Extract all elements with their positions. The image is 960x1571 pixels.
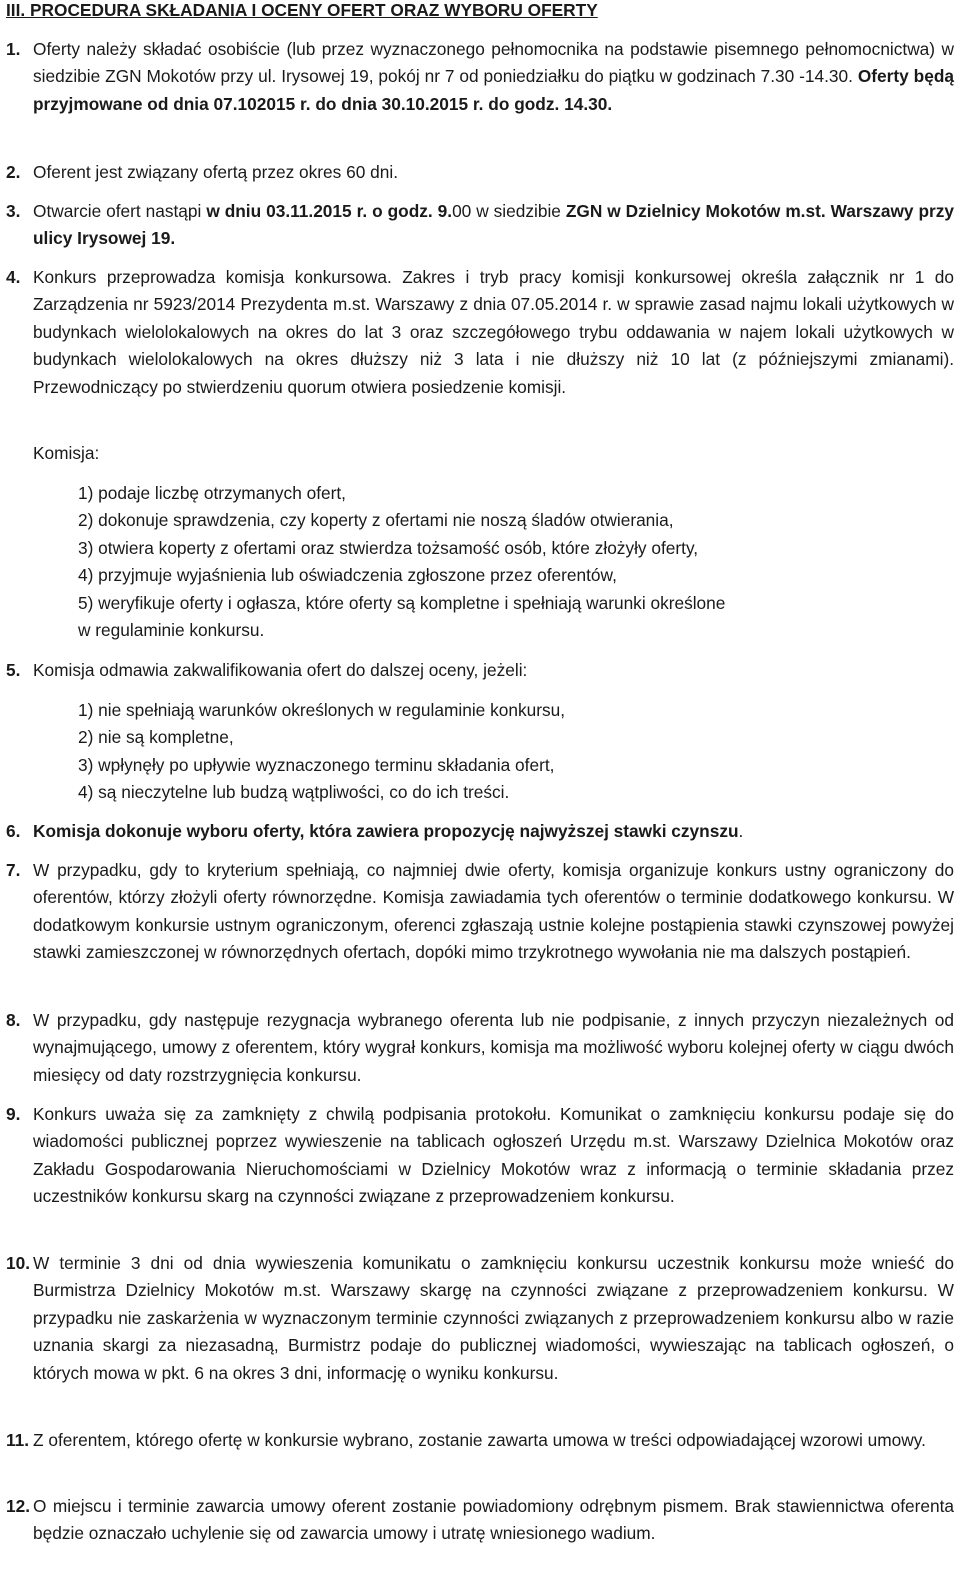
paragraph-text: Konkurs przeprowadza komisja konkursowa. Zakres i tryb pracy komisji konkursowej określa załącznik nr 1 do Zarządzenia nr 5923/2014 Prezydenta m.st. Warszawy z dnia 07.05.2014 r. w sprawie zasad najmu lokali użytkowych w budynkach wielolokalowych na okres do lat 3 oraz szczegółowego trybu oddawania w najem lokali użytkowych w budynkach wielolokalowych na okres dłuższy niż 3 lata i nie dłuższy niż 10 lat (z późniejszymi zmianami). Przewodniczący po stwierdzeniu quorum otwiera posiedzenie komisji. [33, 267, 954, 397]
commission-duties-list [78, 480, 954, 644]
list-item: 4) przyjmuje wyjaśnienia lub oświadczenia zgłoszone przez oferentów, [78, 565, 617, 586]
paragraph-number: 1. [6, 39, 21, 59]
paragraph-text: 00 w siedzibie [452, 201, 566, 221]
paragraph-8 [6, 1007, 954, 1089]
paragraph-text: W przypadku, gdy to kryterium spełniają, co najmniej dwie oferty, komisja organizuje konkurs ustny ograniczony do oferentów, którzy złożyli oferty równorzędne. Komisja zawiadamia tych oferentów o terminie dodatkowego konkursu. W dodatkowym konkursie ustnym ograniczonym, oferenci zgłaszają ustnie kolejne postąpienia stawki czynszowej powyżej stawki zamieszczonej w równorzędnych ofertach, dopóki mimo trzykrotnego wywołania nie ma dalszych postąpień. [33, 860, 954, 963]
paragraph-11 [6, 1427, 954, 1454]
paragraph-6 [6, 818, 954, 845]
paragraph-2 [6, 159, 954, 186]
paragraph-3 [6, 198, 954, 253]
paragraph-bold-text: w dniu 03.11.2015 r. o godz. 9. [206, 201, 453, 221]
list-item: 2) nie są kompletne, [78, 727, 234, 748]
paragraph-number: 9. [6, 1104, 21, 1124]
paragraph-number: 2. [6, 162, 21, 182]
paragraph-text: Konkurs uważa się za zamknięty z chwilą podpisania protokołu. Komunikat o zamknięciu konkursu podaje się do wiadomości publicznej poprzez wywieszenie na tablicach ogłoszeń Urzędu m.st. Warszawy Dzielnica Mokotów oraz Zakładu Gospodarowania Nieruchomościami w Dzielnicy Mokotów wraz z informacją o terminie składania przez uczestników konkursu skarg na czynności związane z przeprowadzeniem konkursu. [33, 1104, 954, 1207]
paragraph-5 [6, 657, 954, 684]
paragraph-number: 5. [6, 660, 21, 680]
paragraph-text: W przypadku, gdy następuje rezygnacja wybranego oferenta lub nie podpisanie, z innych przyczyn niezależnych od wynajmującego, umowy z oferentem, który wygrał konkurs, komisja ma możliwość wyboru kolejnej oferty w ciągu dwóch miesięcy od daty rozstrzygnięcia konkursu. [33, 1010, 954, 1085]
paragraph-number: 12. [6, 1496, 31, 1516]
list-item: 2) dokonuje sprawdzenia, czy koperty z ofertami nie noszą śladów otwierania, [78, 510, 674, 531]
paragraph-text: Komisja odmawia zakwalifikowania ofert do dalszej oceny, jeżeli: [33, 660, 528, 680]
paragraph-text: Oferent jest związany ofertą przez okres 60 dni. [33, 162, 398, 182]
paragraph-12 [6, 1493, 954, 1548]
list-item: 4) są nieczytelne lub budzą wątpliwości, co do ich treści. [78, 782, 510, 803]
paragraph-number: 6. [6, 821, 21, 841]
disqualification-list [78, 697, 954, 807]
paragraph-number: 10. [6, 1253, 31, 1273]
list-item: 3) wpłynęły po upływie wyznaczonego terminu składania ofert, [78, 754, 555, 775]
commission-label: Komisja: [33, 443, 100, 463]
paragraph-1 [6, 36, 954, 118]
paragraph-4 [6, 264, 954, 401]
paragraph-number: 4. [6, 267, 21, 287]
list-item: 1) nie spełniają warunków określonych w regulaminie konkursu, [78, 700, 565, 720]
paragraph-bold-text: Komisja dokonuje wyboru oferty, która zawiera propozycję najwyższej stawki czynszu [33, 821, 739, 841]
list-item: 1) podaje liczbę otrzymanych ofert, [78, 483, 346, 503]
paragraph-text: W terminie 3 dni od dnia wywieszenia komunikatu o zamknięciu konkursu uczestnik konkursu może wnieść do Burmistrza Dzielnicy Mokotów m.st. Warszawy skargę na czynności związane z przeprowadzeniem konkursu. W przypadku nie zaskarżenia w wyznaczonym terminie czynności związanych z przeprowadzeniem konkursu albo w razie uznania skargi za niezasadną, Burmistrz podaje do publicznej wiadomości, wywieszając na tablicach ogłoszeń, o których mowa w pkt. 6 na okres 3 dni, informację o wyniku konkursu. [33, 1253, 954, 1383]
paragraph-7 [6, 857, 954, 967]
paragraph-number: 8. [6, 1010, 21, 1030]
paragraph-text: Oferty należy składać osobiście (lub przez wyznaczonego pełnomocnika na podstawie pisemnego pełnomocnictwa) w siedzibie ZGN Mokotów przy ul. Irysowej 19, pokój nr 7 od poniedziałku do piątku w godzinach 7.30 -14.30. [33, 39, 954, 87]
section-heading: III. PROCEDURA SKŁADANIA I OCENY OFERT ORAZ WYBORU OFERTY [6, 0, 598, 20]
paragraph-number: 7. [6, 860, 21, 880]
paragraph-text: Z oferentem, którego ofertę w konkursie wybrano, zostanie zawarta umowa w treści odpowiadającej wzorowi umowy. [33, 1430, 926, 1450]
list-item: 5) weryfikuje oferty i ogłasza, które oferty są kompletne i spełniają warunki określone [78, 592, 726, 613]
paragraph-text: . [738, 821, 744, 841]
list-item: 3) otwiera koperty z ofertami oraz stwierdza tożsamość osób, które złożyły oferty, [78, 537, 699, 558]
paragraph-number: 11. [6, 1430, 30, 1450]
paragraph-9 [6, 1101, 954, 1211]
paragraph-10 [6, 1250, 954, 1387]
paragraph-bold-text: ZGN w Dzielnicy Mokotów m.st. Warszawy przy ulicy Irysowej 19. [33, 201, 954, 249]
paragraph-number: 3. [6, 201, 21, 221]
list-item: w regulaminie konkursu. [78, 620, 265, 641]
paragraph-bold-text: Oferty będą przyjmowane od dnia 07.102015 r. do dnia 30.10.2015 r. do godz. 14.30. [33, 66, 954, 114]
paragraph-text: Otwarcie ofert nastąpi [33, 201, 207, 221]
paragraph-text: O miejscu i terminie zawarcia umowy oferent zostanie powiadomiony odrębnym pismem. Brak stawiennictwa oferenta będzie oznaczało uchylenie się od zawarcia umowy i utratę wniesionego wadium. [33, 1496, 954, 1544]
